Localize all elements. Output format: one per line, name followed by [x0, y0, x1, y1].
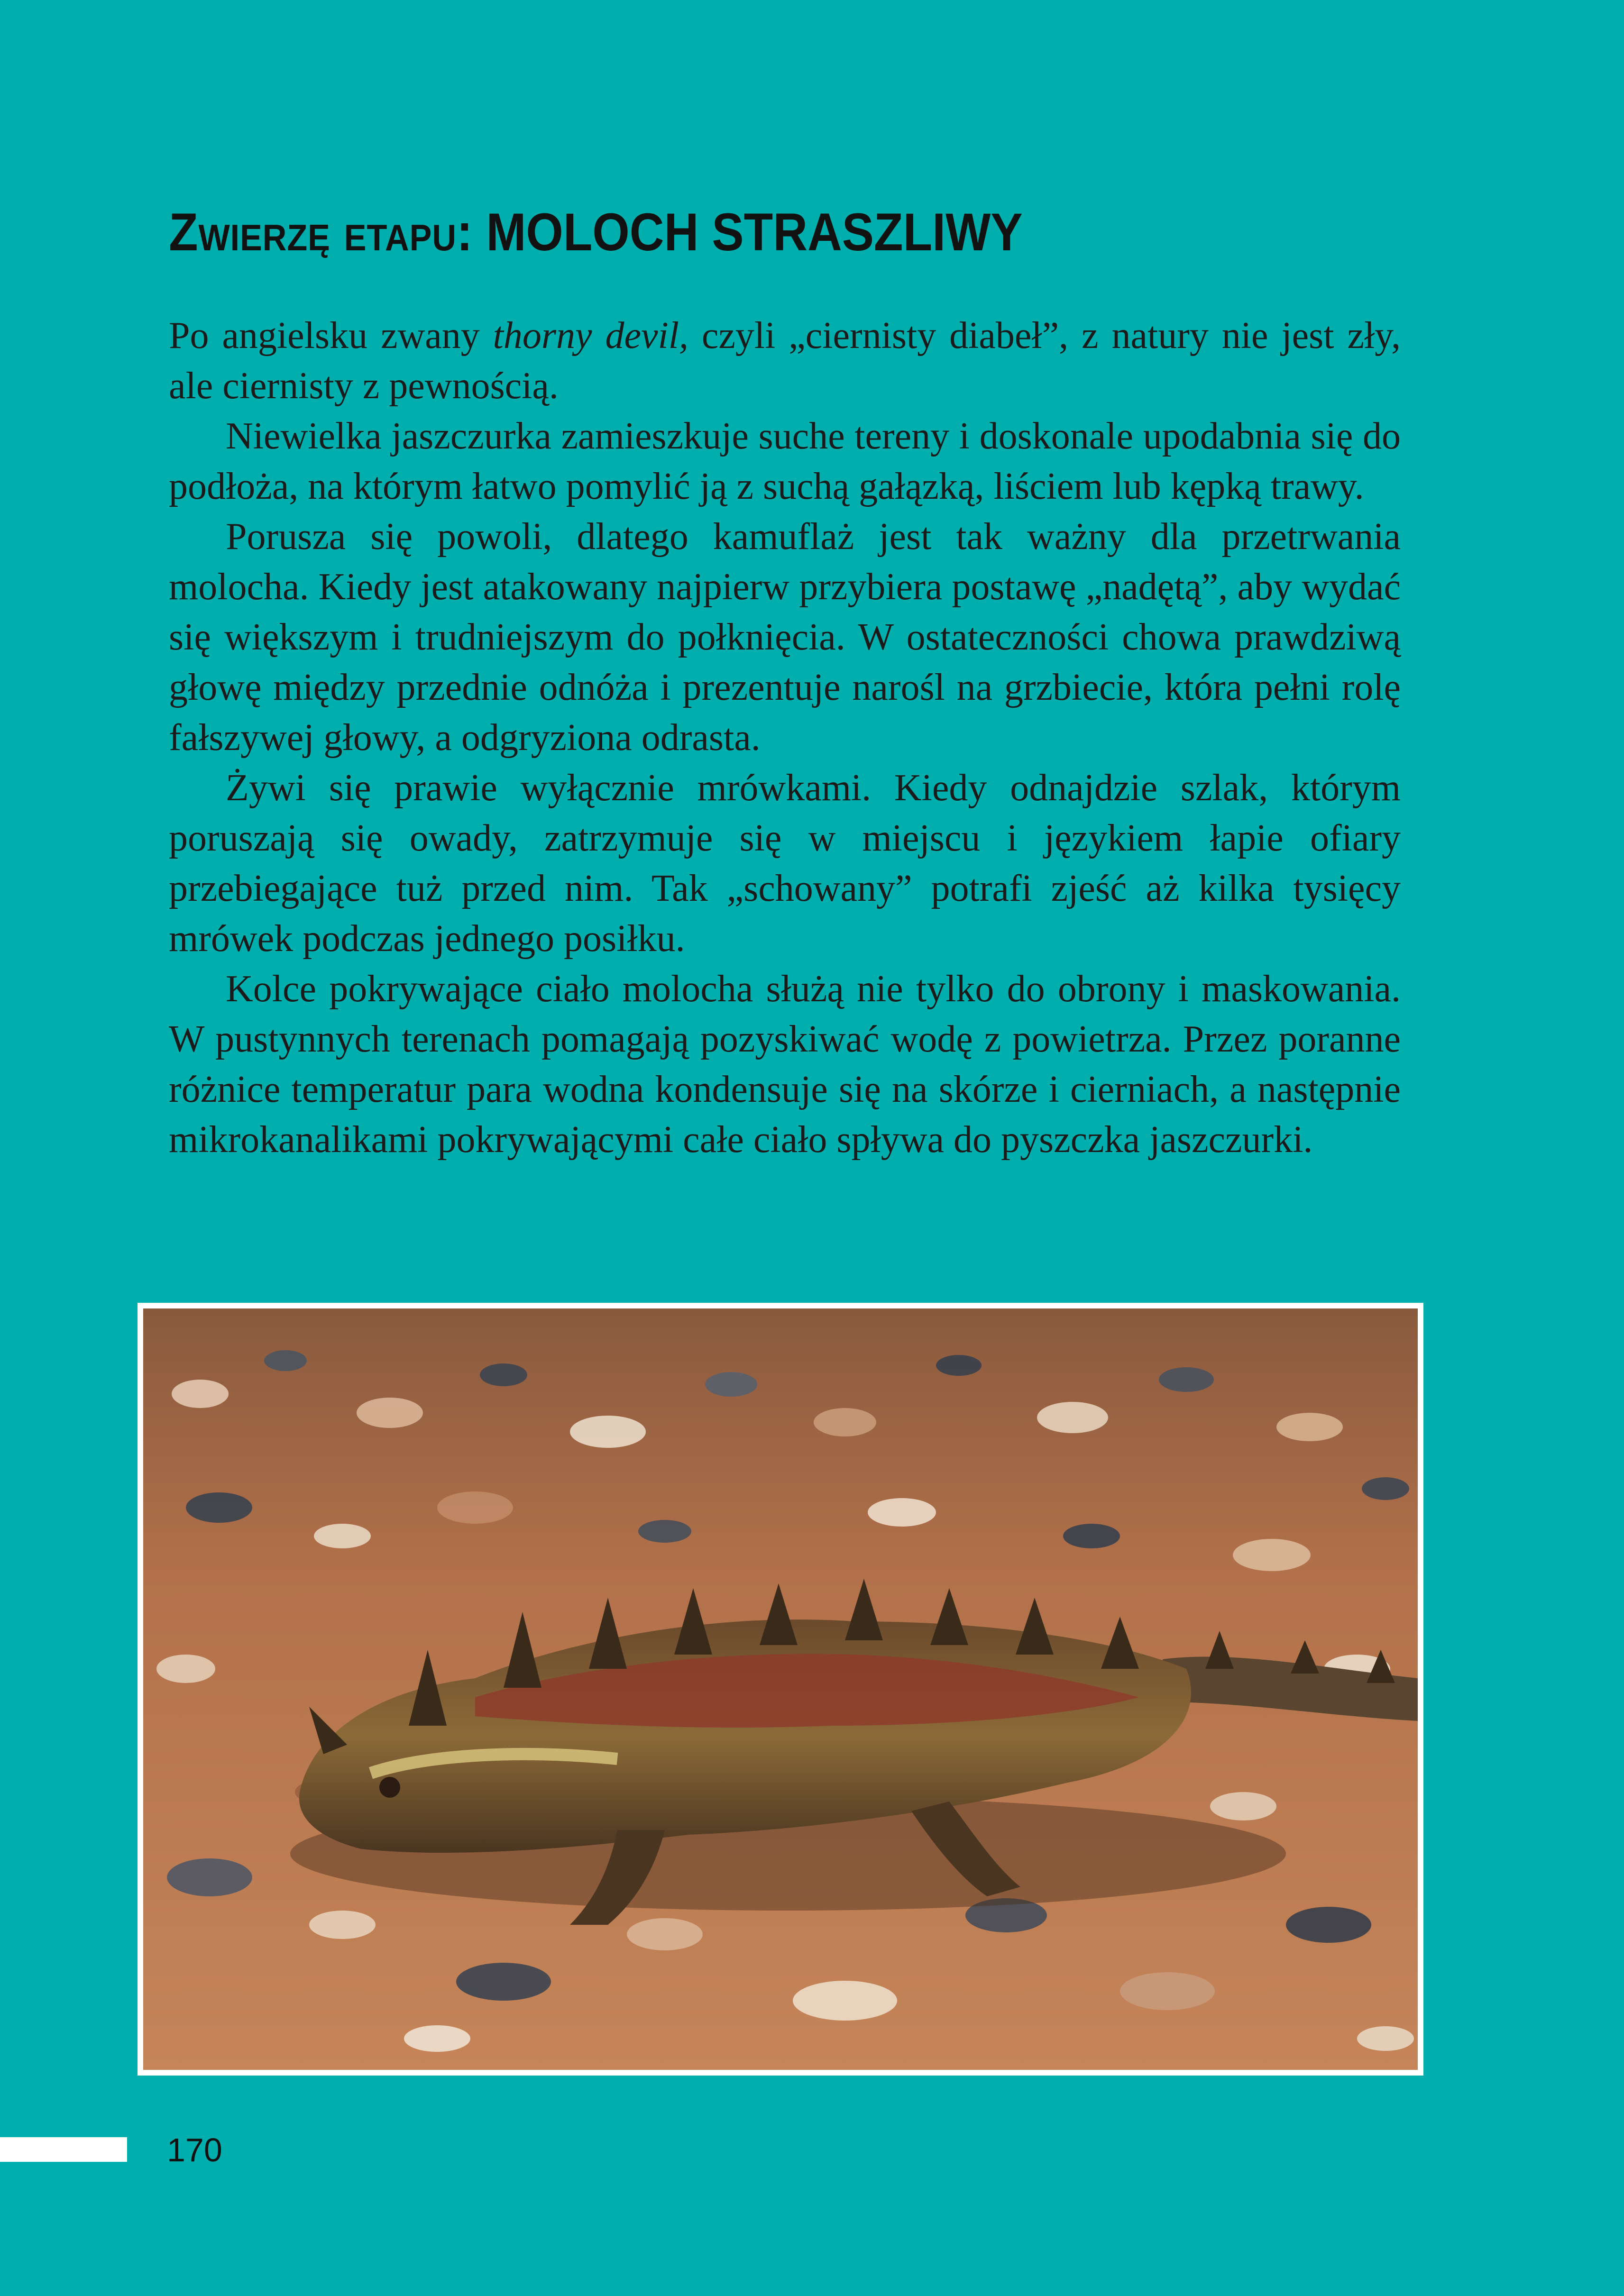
paragraph-1	[169, 311, 1401, 411]
paragraph-4: Żywi się prawie wyłącznie mrówkami. Kiedy odnajdzie szlak, którym poruszają się owady, zatrzymuje się w miejscu i językiem łapie ofiary przebiegające tuż przed nim. Tak „schowany” potrafi zjeść aż kilka tysięcy mrówek podczas jednego posiłku.	[169, 767, 1401, 960]
paragraph-1-start: Po angielsku zwany	[169, 315, 493, 357]
paragraph-1-italic: thorny devil,	[493, 315, 688, 357]
paragraph-2: Niewielka jaszczurka zamieszkuje suche tereny i doskonale upodabnia się do podłoża, na którym łatwo pomylić ją z suchą gałązką, liściem lub kępką trawy.	[169, 415, 1401, 507]
article-body	[169, 311, 1401, 1165]
heading-prefix: Zwierzę etapu:	[169, 202, 473, 262]
paragraph-5: Kolce pokrywające ciało molocha służą nie tylko do obrony i maskowania. W pustynnych terenach pomagają pozyskiwać wodę z powietrza. Przez poranne różnice temperatur para wodna kondensuje się na skórze i cierniach, a następnie mikrokanalikami pokrywającymi całe ciało spływa do pyszczka jaszczurki.	[169, 968, 1401, 1161]
heading-title: MOLOCH STRASZLIWY	[486, 202, 1023, 262]
photo-illustration	[143, 1308, 1418, 2070]
paragraph-1-end: czyli „ciernisty diabeł”, z natury nie jest zły, ale ciernisty z pewnością.	[169, 315, 1401, 407]
paragraph-3: Porusza się powoli, dlatego kamuflaż jest tak ważny dla przetrwania molocha. Kiedy jest atakowany najpierw przybiera postawę „nadętą”, aby wydać się większym i trudniejszym do połknięcia. W ostateczności chowa prawdziwą głowę między przednie odnóża i prezentuje narośl na grzbiecie, która pełni rolę fałszywej głowy, a odgryziona odrasta.	[169, 516, 1401, 759]
page-number: 170	[167, 2131, 222, 2168]
page-marker-bar	[0, 2137, 127, 2162]
thorny-devil-photo	[138, 1303, 1423, 2076]
page-title	[169, 199, 1023, 265]
